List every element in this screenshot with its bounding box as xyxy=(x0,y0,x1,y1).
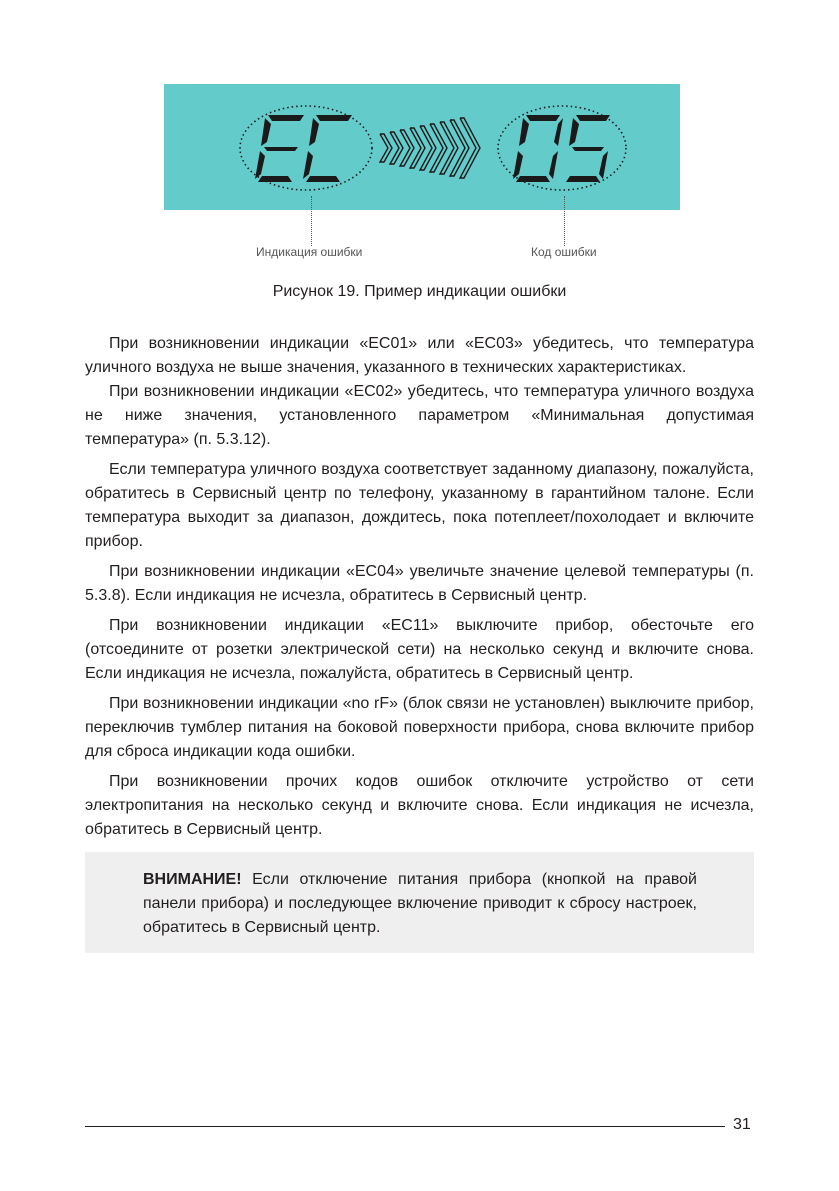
warning-title: ВНИМАНИЕ! xyxy=(143,871,242,888)
segment-char-c xyxy=(303,115,352,182)
warning-body: Если отключение питания прибора (кнопкой на правой панели прибора) и последующее включение приводит к сбросу настроек, обратитесь в Сервисный центр. xyxy=(143,871,697,936)
callout-line-left xyxy=(311,196,312,246)
error-display-figure xyxy=(164,84,680,210)
paragraph: При возникновении индикации «EC11» выключите прибор, обесточьте его (отсоедините от розетки электрической сети) на несколько секунд и включите снова. Если индикация не исчезла, пожалуйста, обратитесь в Сервисный центр. xyxy=(85,617,754,682)
segment-char-0 xyxy=(513,115,563,182)
error-indication-outline xyxy=(240,106,372,190)
paragraph: При возникновении индикации «EC01» или «EC03» убедитесь, что температура уличного воздуха не выше значения, указанного в технических характеристиках. xyxy=(85,335,754,376)
paragraph: Если температура уличного воздуха соответствует заданному диапазону, пожалуйста, обратитесь в Сервисный центр по телефону, указанному в гарантийном талоне. Если температура выходит за диапазон, дождитесь, пока потеплеет/похолодает и включите прибор. xyxy=(85,461,754,550)
footer-rule xyxy=(85,1126,725,1127)
paragraph: При возникновении индикации «no rF» (блок связи не установлен) выключите прибор, переключив тумблер питания на боковой поверхности прибора, снова включите прибор для сброса индикации кода ошибки. xyxy=(85,695,754,760)
warning-box xyxy=(85,852,754,953)
chevron-arrows-icon xyxy=(380,118,480,178)
segment-char-5 xyxy=(566,115,610,182)
error-code-label: Код ошибки xyxy=(531,245,597,259)
paragraph: При возникновении прочих кодов ошибок отключите устройство от сети электропитания на несколько секунд и включите снова. Если индикация не исчезла, обратитесь в Сервисный центр. xyxy=(85,773,754,838)
paragraph: При возникновении индикации «EC02» убедитесь, что температура уличного воздуха не ниже значения, установленного параметром «Минимальная допустимая температура» (п. 5.3.12). xyxy=(85,383,754,448)
paragraph: При возникновении индикации «EC04» увеличьте значение целевой температуры (п. 5.3.8). Если индикация не исчезла, обратитесь в Сервисный центр. xyxy=(85,563,754,604)
body-text xyxy=(85,332,754,848)
warning-text xyxy=(143,868,697,940)
callout-line-right xyxy=(564,196,565,246)
error-indication-label: Индикация ошибки xyxy=(256,245,363,259)
page-number: 31 xyxy=(733,1116,751,1133)
segment-char-e xyxy=(255,115,304,182)
figure-caption: Рисунок 19. Пример индикации ошибки xyxy=(272,283,567,300)
lcd-display xyxy=(164,84,680,210)
